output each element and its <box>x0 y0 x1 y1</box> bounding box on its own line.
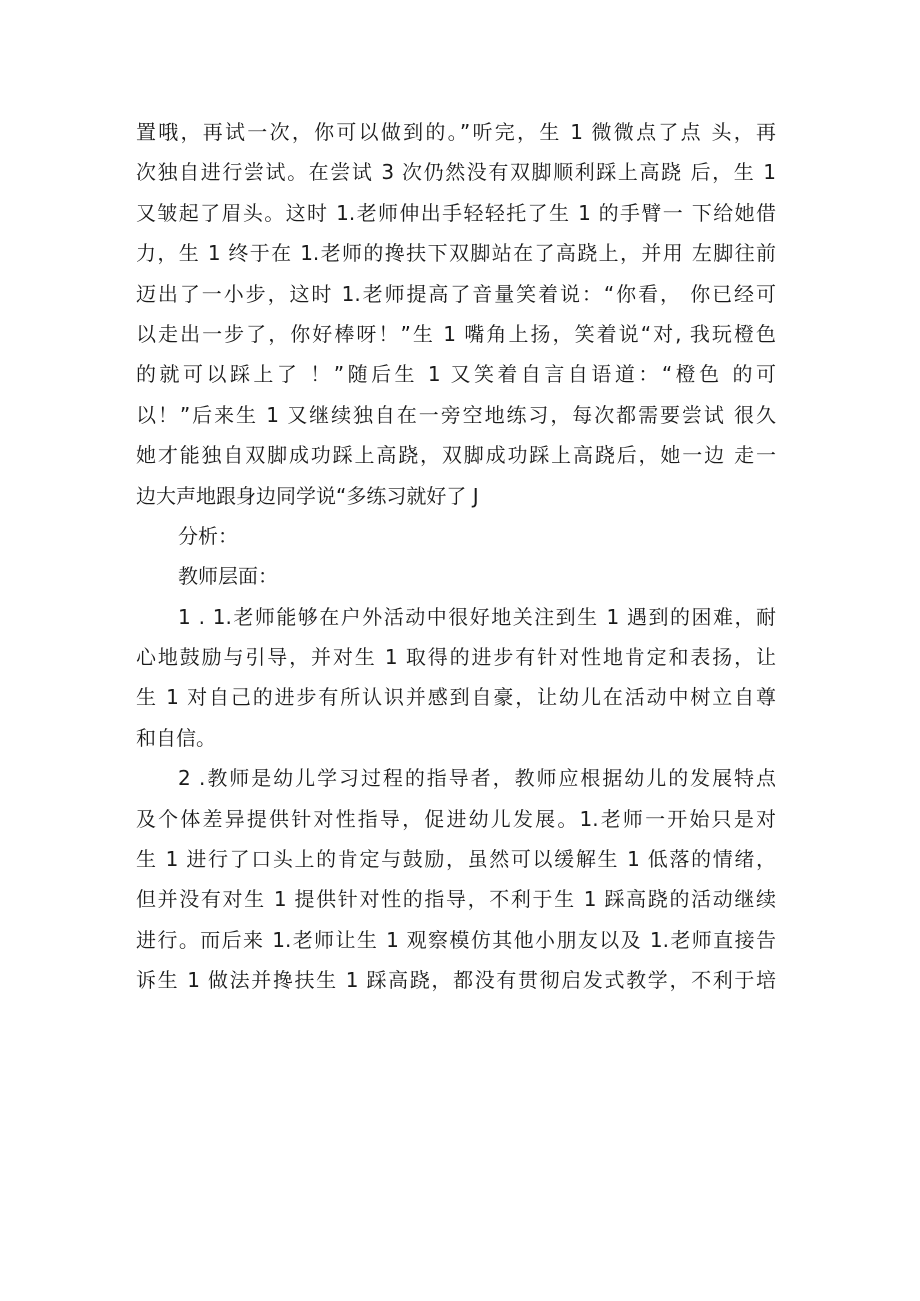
paragraph-1-line-1: 置哦，再试一次，你可以做到的。”听完，生 1 微微点了点 头，再 <box>136 120 776 144</box>
paragraph-1-line-3: 又皱起了眉头。这时 1.老师伸出手轻轻托了生 1 的手臂一 下给她借 <box>136 200 776 225</box>
paragraph-1-line-9: 她才能独自双脚成功踩上高跷，双脚成功踩上高跷后，她一边 走一 <box>136 443 776 468</box>
paragraph-5-line-4: 但并没有对生 1 提供针对性的指导，不利于生 1 踩高跷的活动继续 <box>136 887 776 912</box>
paragraph-5-line-3: 生 1 进行了口头上的肯定与鼓励，虽然可以缓解生 1 低落的情绪， <box>136 847 776 872</box>
paragraph-4-line-4: 和自信。 <box>136 725 216 750</box>
paragraph-5-line-1: 2 .教师是幼儿学习过程的指导者，教师应根据幼儿的发展特点 <box>178 766 776 791</box>
document-body <box>136 112 776 1001</box>
paragraph-1-line-8: 以！”后来生 1 又继续独自在一旁空地练习，每次都需要尝试 很久 <box>136 402 776 427</box>
paragraph-1-line-10: 边大声地跟身边同学说“多练习就好了 J <box>136 483 479 508</box>
paragraph-1-line-5: 迈出了一小步，这时 1.老师提高了音量笑着说：“你看， 你已经可 <box>136 281 776 306</box>
paragraph-4-line-1: 1 . 1.老师能够在户外活动中很好地关注到生 1 遇到的困难，耐 <box>178 604 776 629</box>
paragraph-1-line-7: 的就可以踩上了 ！”随后生 1 又笑着自言自语道：“橙色 的可 <box>136 362 776 387</box>
paragraph-5-line-6: 诉生 1 做法并搀扶生 1 踩高跷，都没有贯彻启发式教学，不利于培 <box>136 968 776 993</box>
paragraph-5-line-5: 进行。而后来 1.老师让生 1 观察模仿其他小朋友以及 1.老师直接告 <box>136 927 776 952</box>
paragraph-5-line-2: 及个体差异提供针对性指导，促进幼儿发展。1.老师一开始只是对 <box>136 806 776 831</box>
paragraph-4-line-3: 生 1 对自己的进步有所认识并感到自豪，让幼儿在活动中树立自尊 <box>136 685 776 710</box>
paragraph-4-line-2: 心地鼓励与引导，并对生 1 取得的进步有针对性地肯定和表扬，让 <box>136 645 776 670</box>
analysis-heading: 分析： <box>178 523 238 548</box>
paragraph-1-line-6: 以走出一步了，你好棒呀！”生 1 嘴角上扬，笑着说“对, 我玩橙色 <box>136 321 776 346</box>
teacher-level-heading: 教师层面： <box>178 564 278 589</box>
paragraph-1-line-2: 次独自进行尝试。在尝试 3 次仍然没有双脚顺利踩上高跷 后，生 1 <box>136 160 776 185</box>
paragraph-1-line-4: 力，生 1 终于在 1.老师的搀扶下双脚站在了高跷上，并用 左脚往前 <box>136 241 776 266</box>
